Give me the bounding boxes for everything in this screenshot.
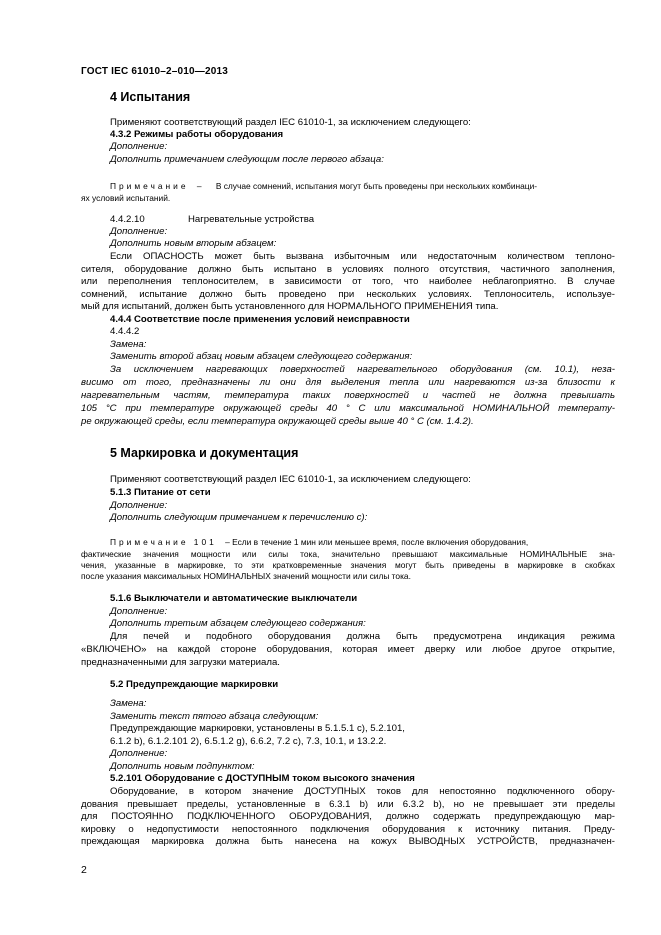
s5-note-line-3: чения, указанные в маркировке, то эти кратковременные значения могут быть приведены в маркировке в скобках xyxy=(81,560,615,570)
s4-quote-line-2: висимо от того, предназначены ли они для выделения тепла или нагреваются из-за близости к xyxy=(81,377,615,388)
s5-note-label: Примечание 101 xyxy=(110,537,217,547)
s5-heading-513: 5.1.3 Питание от сети xyxy=(110,487,211,498)
s5-516-line-1: Для печей и подобного оборудования должна быть предусмотрена индикация режима xyxy=(110,631,615,642)
s5-note-line-1 xyxy=(110,536,528,548)
s5-addition-3: Дополнение: xyxy=(110,748,168,759)
s5-52-marking-line-1: Предупреждающие маркировки, установлены в 5.1.5.1 с), 5.2.101, xyxy=(110,723,405,734)
s5-516-line-3: предназначенными для загрузки материала. xyxy=(81,657,280,668)
s4-4421-title: Нагревательные устройства xyxy=(188,214,315,225)
s5-516-line-2: «ВКЛЮЧЕНО» на каждой стороне оборудования, которая имеет дверку или любое другое открытие, xyxy=(81,644,615,655)
s4-4442-number: 4.4.4.2 xyxy=(110,326,140,337)
page-number: 2 xyxy=(81,864,87,876)
s4-4421-number: 4.4.2.10 xyxy=(110,214,145,225)
s4-quote-line-3: нагревательным частям, температура таких поверхностей и частей не должна превышать xyxy=(81,390,615,401)
s4-addition-2-text: Дополнить новым вторым абзацем: xyxy=(110,238,277,249)
s5-heading-52101: 5.2.101 Оборудование с ДОСТУПНЫМ током высокого значения xyxy=(110,773,415,784)
s5-52101-line-4: кировку о недопустимости непостоянного подключения оборудования к источнику питания. Преду- xyxy=(81,824,615,835)
s4-paragraph-line-5: мый для испытаний, должен быть установленного для НОРМАЛЬНОГО ПРИМЕНЕНИЯ типа. xyxy=(81,301,499,312)
s4-heading-432: 4.3.2 Режимы работы оборудования xyxy=(110,129,284,140)
s4-paragraph-line-1: Если ОПАСНОСТЬ может быть вызвана избыточным или недостаточным количеством теплоно- xyxy=(110,251,615,262)
s4-quote-line-1: За исключением нагревающих поверхностей нагревательного оборудования (см. 10.1), неза- xyxy=(110,364,615,375)
s4-paragraph-line-2: сителя, оборудование должно быть испытано в условиях полного отсутствия, частичного заполнения, xyxy=(81,264,615,275)
s4-addition-1-text: Дополнить примечанием следующим после первого абзаца: xyxy=(110,154,384,165)
s5-52101-line-2: дования превышает пределы, установленные в 6.3.1 b) или 6.3.2 b), но не превышает эти пределы xyxy=(81,799,615,810)
s5-52101-line-1: Оборудование, в котором значение ДОСТУПНЫХ токов для непостоянно подключенного обору- xyxy=(110,786,615,797)
s5-heading-516: 5.1.6 Выключатели и автоматические выключатели xyxy=(110,593,358,604)
s4-heading-444: 4.4.4 Соответствие после применения условий неисправности xyxy=(110,314,410,325)
s4-note-dash: – xyxy=(196,181,202,191)
section-5-title: 5 Маркировка и документация xyxy=(110,446,299,460)
section-4-title: 4 Испытания xyxy=(110,90,191,104)
s5-replacement-text: Заменить текст пятого абзаца следующим: xyxy=(110,711,319,722)
s4-intro: Применяют соответствующий раздел IEC 61010-1, за исключением следующего: xyxy=(110,117,471,128)
s4-replacement: Замена: xyxy=(110,339,147,350)
s4-quote-line-5: ре окружающей среды, если температура окружающей среды выше 40 ° С (см. 1.4.2). xyxy=(81,416,474,427)
s4-paragraph-line-3: или переполнения теплоносителем, в зависимости от того, что наиболее неблагоприятно. В случае xyxy=(81,276,615,287)
s5-addition-2-text: Дополнить третьим абзацем следующего содержания: xyxy=(110,618,366,629)
s5-addition-3-text: Дополнить новым подпунктом: xyxy=(110,761,255,772)
s5-note-line-2: фактические значения мощности или силы тока, значительно превышают максимальные НОМИНАЛЬНЫЕ зна- xyxy=(81,549,615,559)
document-header: ГОСТ IEC 61010–2–010—2013 xyxy=(81,66,229,77)
s5-52-marking-line-2: 6.1.2 b), 6.1.2.101 2), 6.5.1.2 g), 6.6.2, 7.2 с), 7.3, 10.1, и 13.2.2. xyxy=(110,736,387,747)
s5-52101-line-5: преждающая маркировка должна быть нанесена на кожух ВЫВОДНЫХ УСТРОЙСТВ, предназначен- xyxy=(81,836,615,847)
s4-note-label: Примечание xyxy=(110,181,189,191)
s5-heading-52: 5.2 Предупреждающие маркировки xyxy=(110,679,279,690)
s5-replacement: Замена: xyxy=(110,698,147,709)
s4-addition-2: Дополнение: xyxy=(110,226,168,237)
s5-addition-1-text: Дополнить следующим примечанием к перечислению с): xyxy=(110,512,368,523)
s4-note-line-1 xyxy=(110,180,537,192)
s4-note-text: В случае сомнений, испытания могут быть проведены при нескольких комбинаци- xyxy=(215,181,538,191)
s4-replacement-text: Заменить второй абзац новым абзацем следующего содержания: xyxy=(110,351,413,362)
s4-quote-line-4: 105 °С при температуре окружающей среды 40 ° С или максимальной НОМИНАЛЬНОЙ температу- xyxy=(81,403,615,414)
s5-note-text: – Если в течение 1 мин или меньшее время, после включения оборудования, xyxy=(225,537,529,547)
s5-addition-1: Дополнение: xyxy=(110,500,168,511)
s5-addition-2: Дополнение: xyxy=(110,606,168,617)
s5-52101-line-3: для ПОСТОЯННО ПОДКЛЮЧЕННОГО ОБОРУДОВАНИЯ, должно содержать предупреждающую мар- xyxy=(81,811,615,822)
s5-note-line-4: после указания максимальных НОМИНАЛЬНЫХ значений мощности или силы тока. xyxy=(81,571,411,581)
s4-addition-1: Дополнение: xyxy=(110,141,168,152)
s4-note-line-2: ях условий испытаний. xyxy=(81,193,171,203)
s4-paragraph-line-4: сомнений, испытание должно быть проведено при нескольких условиях. Теплоноситель, используе- xyxy=(81,289,615,300)
s5-intro: Применяют соответствующий раздел IEC 61010-1, за исключением следующего: xyxy=(110,474,471,485)
